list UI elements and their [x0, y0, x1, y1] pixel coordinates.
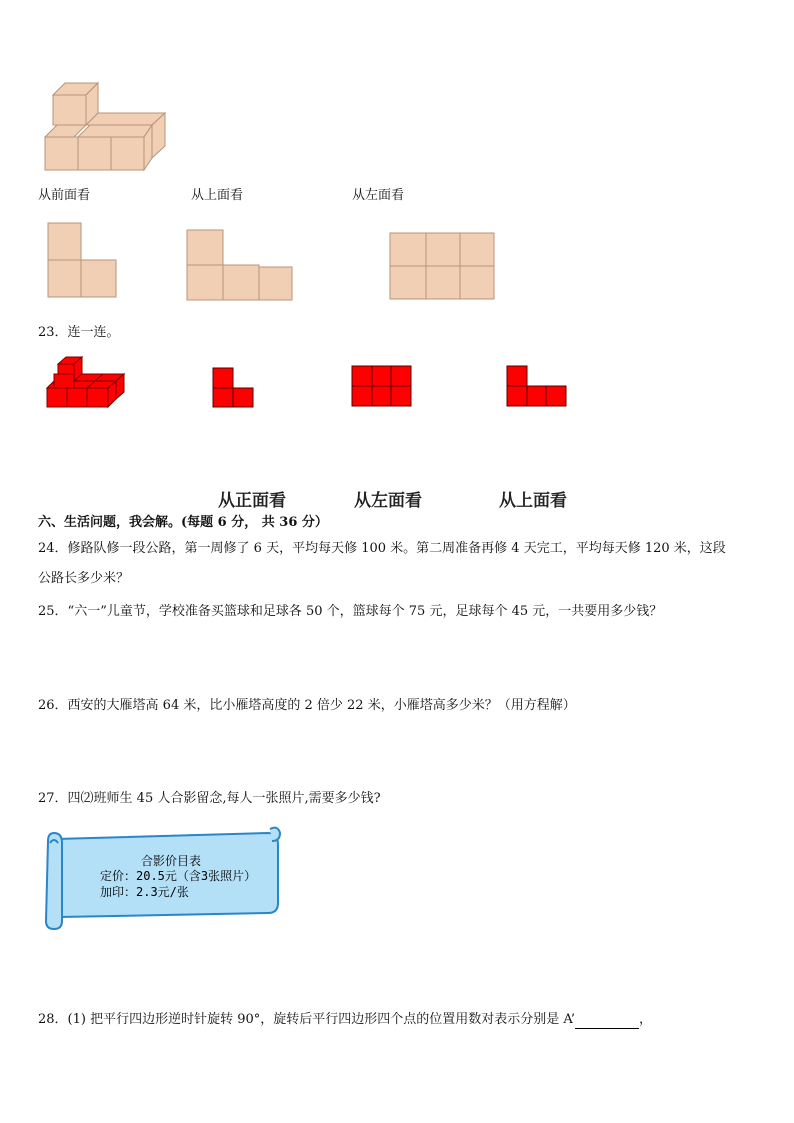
price-card-line2: 加印：2.3元/张: [100, 885, 189, 899]
q25-text: 25．“六一”儿童节，学校准备买篮球和足球各 50 个，篮球每个 75 元，足球每个 45 元，一共要用多少钱？: [38, 604, 663, 619]
q24-line2: 公路长多少米？: [38, 571, 130, 586]
q23-label-top: 从上面看: [499, 491, 567, 511]
q23-shape-b: [351, 365, 413, 409]
q28-suffix: ，: [639, 1012, 653, 1027]
q23-label-front: 从正面看: [218, 491, 286, 511]
view-label-front: 从前面看: [38, 188, 91, 203]
view-label-top: 从上面看: [191, 188, 244, 203]
q23-red-solid: [44, 354, 126, 416]
q23-shape-c: [506, 365, 568, 409]
q28-answer-blank[interactable]: [575, 1014, 639, 1029]
q26-text: 26．西安的大雁塔高 64 米，比小雁塔高度的 2 倍少 22 米，小雁塔高多少米？（用方程解）: [38, 698, 576, 713]
q24-line1: 24．修路队修一段公路，第一周修了 6 天，平均每天修 100 米。第二周准备再修 4 天完工，平均每天修 120 米，这段: [38, 541, 726, 556]
q22-left-view: [389, 232, 497, 302]
q27-text: 27．四⑵班师生 45 人合影留念,每人一张照片,需要多少钱?: [38, 791, 381, 806]
view-label-left: 从左面看: [352, 188, 405, 203]
q28-text: [38, 1011, 652, 1029]
q22-solid-figure: [40, 78, 175, 178]
q23-label-left: 从左面看: [354, 491, 422, 511]
price-card-title: 合影价目表: [141, 854, 202, 868]
section-6-title: 六、生活问题，我会解。(每题 6 分， 共 36 分）: [38, 515, 328, 530]
q22-top-view: [186, 229, 294, 301]
price-card-line1: 定价：20.5元（含3张照片）: [100, 869, 257, 883]
q23-shape-a: [212, 367, 256, 409]
q28-question: 28．(1) 把平行四边形逆时针旋转 90°，旋转后平行四边形四个点的位置用数对表示分别是 A’: [38, 1012, 576, 1027]
q22-front-view: [46, 221, 118, 299]
q23-title: 23．连一连。: [38, 325, 120, 340]
